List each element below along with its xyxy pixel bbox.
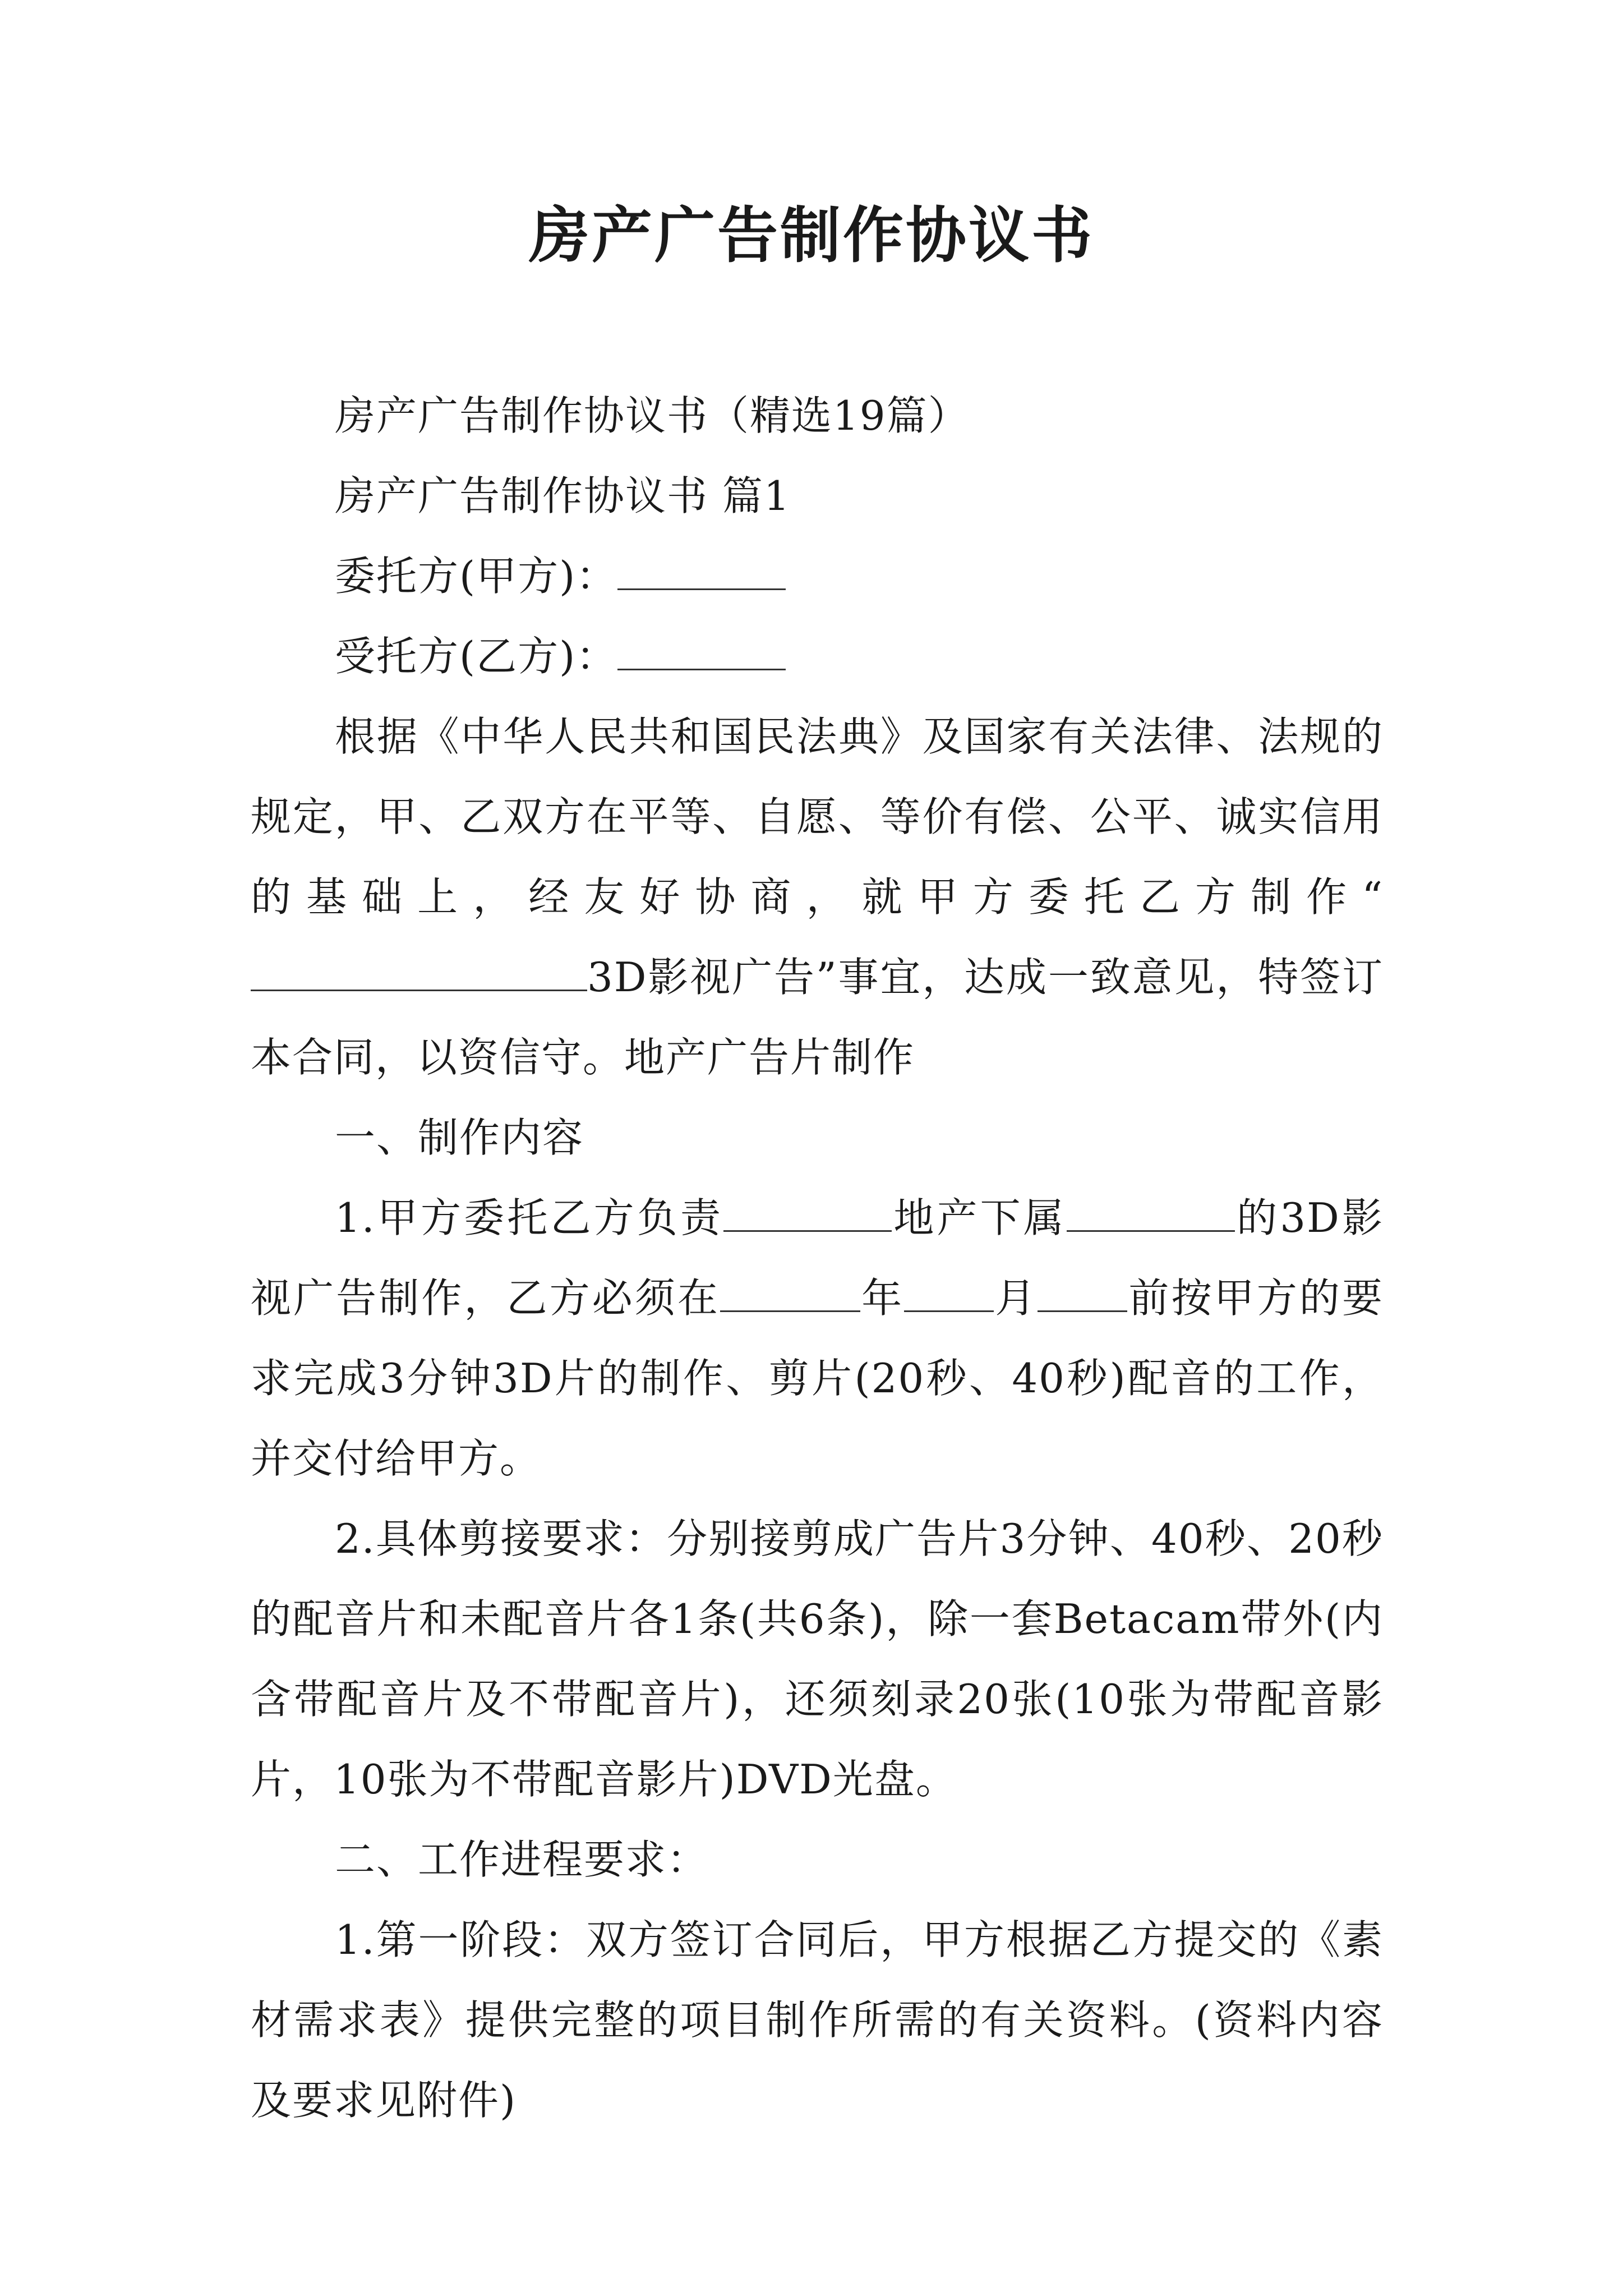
project-blank (1067, 1197, 1235, 1232)
item-2-paragraph: 2.具体剪接要求：分别接剪成广告片3分钟、40秒、20秒的配音片和未配音片各1条(共6条)，除一套Betacam带外(内含带配音片及不带配音片)，还须刻录20张(10张为带配音影片，10张为不带配音影片)DVD光盘。 (251, 1515, 1384, 1803)
subtitle-paragraph: 房产广告制作协议书（精选19篇） (335, 392, 970, 439)
section-1-heading: 一、制作内容 (335, 1114, 584, 1161)
chapter-heading: 房产广告制作协议书 篇1 (335, 472, 791, 519)
party-a-label: 委托方(甲方)： (335, 553, 618, 600)
party-b-label: 受托方(乙方)： (335, 633, 618, 680)
month-blank (904, 1277, 994, 1312)
year-blank (720, 1277, 860, 1312)
month-label: 月 (994, 1274, 1038, 1322)
item-1-paragraph (251, 1178, 1384, 1499)
party-a-blank (617, 555, 786, 590)
item-1-text-4: 前按甲方的要求完成3分钟3D片的制作、剪片(20秒、40秒)配音的工作，并交付给甲方。 (251, 1274, 1384, 1482)
item-1-text-1: 1.甲方委托乙方负责 (335, 1194, 724, 1241)
document-title: 房产广告制作协议书 (528, 200, 1094, 271)
intro-paragraph (251, 697, 1384, 1098)
party-b-blank (617, 635, 786, 670)
year-label: 年 (860, 1274, 905, 1322)
party-a-line (251, 536, 1384, 616)
project-name-blank (251, 956, 587, 991)
document-body (251, 376, 1384, 2141)
party-b-line (251, 616, 1384, 697)
intro-text-2: 3D影视广告”事宜，达成一致意见，特签订本合同，以资信守。地产广告片制作 (251, 954, 1384, 1081)
intro-text-1: 根据《中华人民共和国民法典》及国家有关法律、法规的规定，甲、乙双方在平等、自愿、等价有偿、公平、诚实信用的基础上，经友好协商，就甲方委托乙方制作“ (251, 713, 1384, 921)
item-1-text-3: 的3D影视广告制作，乙方必须在 (251, 1194, 1384, 1322)
stage-1-paragraph: 1.第一阶段：双方签订合同后，甲方根据乙方提交的《素材需求表》提供完整的项目制作所需的有关资料。(资料内容及要求见附件) (251, 1916, 1384, 2124)
item-1-text-2: 地产下属 (892, 1194, 1067, 1241)
day-blank (1038, 1277, 1127, 1312)
company-blank (723, 1197, 892, 1232)
section-2-heading: 二、工作进程要求： (335, 1836, 709, 1883)
